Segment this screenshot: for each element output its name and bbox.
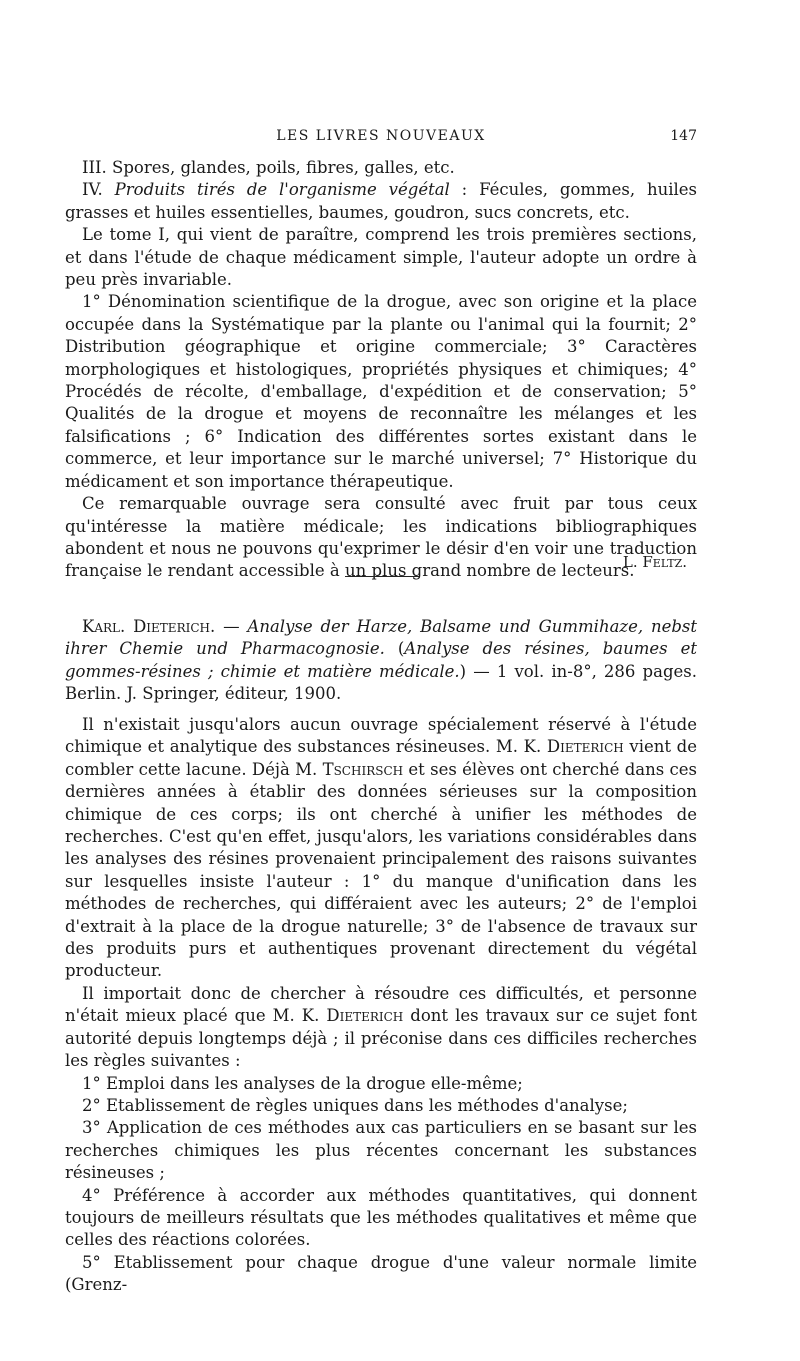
page-number: 147 [670,128,697,144]
rule-item: 3° Application de ces méthodes aux cas particuliers en se basant sur les recherches chimiques les plus récentes concernant les substances résineuses ; [65,1118,697,1183]
review-dieterich [65,616,697,706]
paragraph-order: 1° Dénomination scientifique de la drogue, avec son origine et la place occupée dans la Systématique par la plante ou l'animal qui la fournit; 2° Distribution géographique et origine commerciale; 3° Caractères morphologiques et histologiques, propriétés physiques et chimiques; 4° Procédés de récolte, d'emballage, d'expédition et de conservation; 5° Qualités de la drogue et moyens de reconnaître les mélanges et les falsifications ; 6° Indication des différentes sortes existant dans le commerce, et leur importance sur le marché universel; 7° Historique du médicament et son importance thérapeutique. [65,292,697,491]
rule-item: 5° Etablissement pour chaque drogue d'une valeur normale limite (Grenz- [65,1252,697,1295]
rule-item: 2° Etablissement de règles uniques dans les méthodes d'analyse; [82,1095,628,1115]
signature: L. Feltz. [622,553,687,571]
book-title-translation: Analyse des résines, baumes et gommes-résines ; chimie et matière médicale. [65,639,697,681]
section-divider [345,576,419,577]
publication-info: — 1 vol. in-8°, 286 pages. Berlin. J. Springer, éditeur, 1900. [65,661,697,704]
paragraph-tome: Le tome I, qui vient de paraître, comprend les trois premières sections, et dans l'étude de chaque médicament simple, l'auteur adopte un ordre à peu près invariable. [65,225,697,290]
author-name: Karl. Dieterich. [82,617,216,636]
paragraph-conclusion: Ce remarquable ouvrage sera consulté avec fruit par tous ceux qu'intéresse la matière médicale; les indications bibliographiques abondent et nous ne pouvons qu'exprimer le désir d'en voir une traduction française le rendant accessible à un plus grand nombre de lecteurs. [65,494,697,581]
running-header [65,128,697,148]
list-item-iii: III. Spores, glandes, poils, fibres, galles, etc. [82,158,455,177]
iv-italic-title: Produits tirés de l'organisme végétal [114,180,450,200]
bibliographic-entry: Karl. Dieterich. — Analyse der Harze, Balsame und Gummihaze, nebst ihrer Chemie und Pharmacognosie. (Analyse des résines, baumes et gommes-résines ; chimie et matière médicale.) — 1 vol. in-8°, 286 pages. Berlin. J. Springer, éditeur, 1900. [65,617,697,704]
review-feltz [65,157,697,583]
rule-item: 4° Préférence à accorder aux méthodes quantitatives, qui donnent toujours de meilleurs résultats que les méthodes qualitatives et même que celles des réactions colorées. [65,1185,697,1250]
rule-item: 1° Emploi dans les analyses de la drogue elle-même; [82,1073,523,1093]
paragraph-context: Il n'existait jusqu'alors aucun ouvrage spécialement réservé à l'étude chimique et analytique des substances résineuses. M. K. Dieterich vient de combler cette lacune. Déjà M. Tschirsch et ses élèves ont cherché dans ces dernières années à établir des données sérieuses sur la composition chimique de ces corps; ils ont cherché à unifier les méthodes de recherches. C'est qu'en effet, jusqu'alors, les variations considérables dans les analyses des résines provenaient principalement des raisons suivantes sur lesquelles insiste l'auteur : 1° du manque d'unification dans les méthodes de recherches, qui différaient avec les auteurs; 2° de l'emploi d'extrait à la place de la drogue naturelle; 3° de l'absence de travaux sur des produits purs et authentiques provenant directement du végétal producteur. [65,715,697,981]
review-dieterich-body [65,714,697,1297]
running-title: LES LIVRES NOUVEAUX [276,128,486,144]
paragraph-rules-intro: Il importait donc de chercher à résoudre ces difficultés, et personne n'était mieux placé que M. K. Dieterich dont les travaux sur ce sujet font autorité depuis longtemps déjà ; il préconise dans ces difficiles recherches les règles suivantes : [65,983,697,1071]
book-title: Analyse der Harze, Balsame und Gummihaze, nebst ihrer Chemie und Pharmacognosie. [65,617,697,659]
list-item-iv: IV. Produits tirés de l'organisme végétal : Fécules, gommes, huiles grasses et huiles essentielles, baumes, goudron, sucs concrets, etc. [65,180,697,222]
